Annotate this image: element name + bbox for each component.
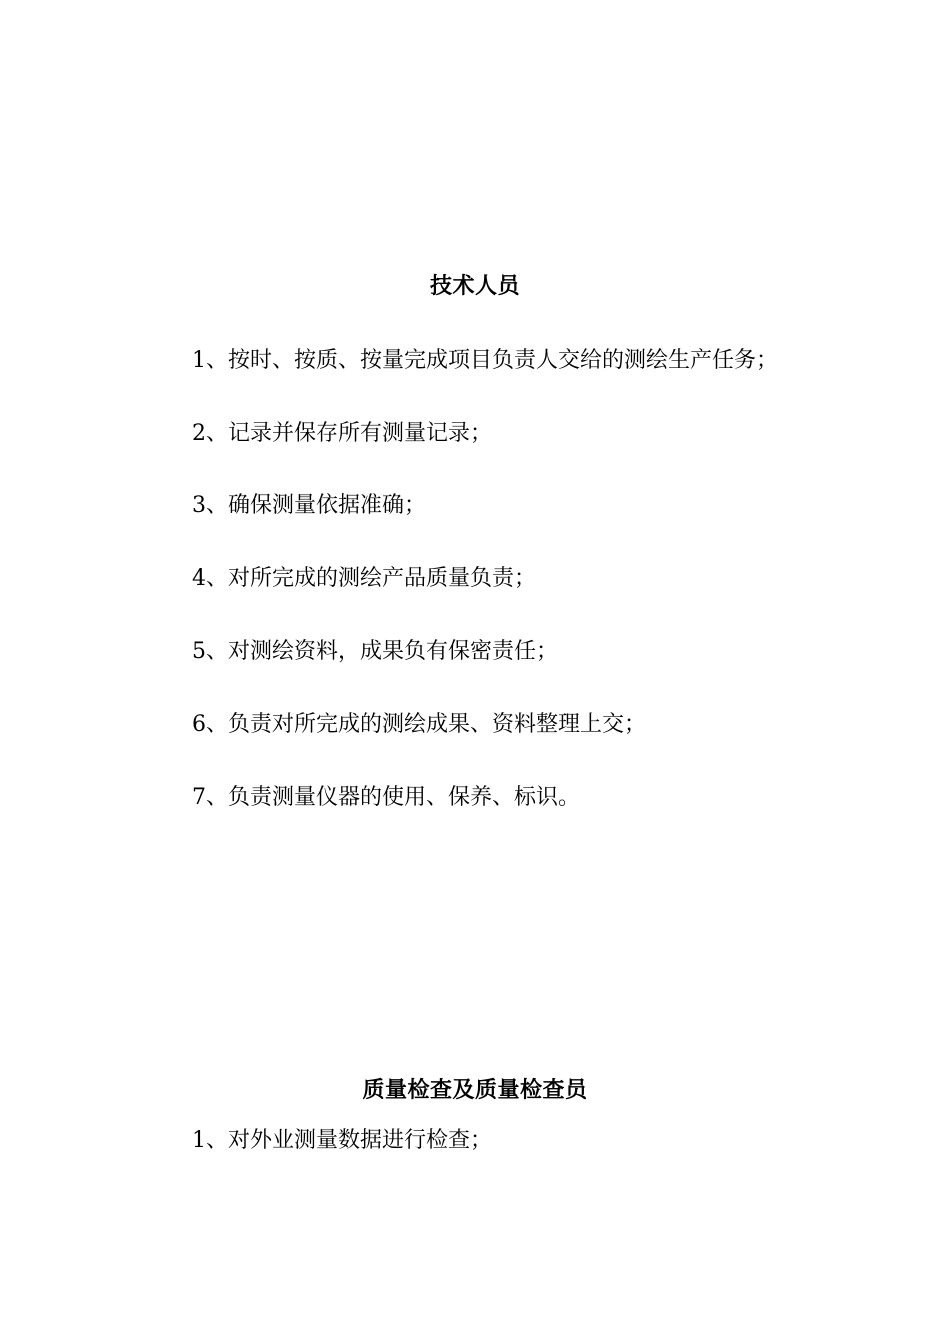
section-heading-technical-staff: 技术人员 xyxy=(429,273,520,299)
section-heading-quality-inspection: 质量检查及质量检查员 xyxy=(362,1077,588,1103)
duty-item-2: 2、记录并保存所有测量记录； xyxy=(192,421,492,446)
duty-item-5: 5、对测绘资料，成果负有保密责任； xyxy=(192,639,558,664)
duty-item-3: 3、确保测量依据准确； xyxy=(192,493,426,518)
duty-item-6: 6、负责对所完成的测绘成果、资料整理上交； xyxy=(192,712,646,737)
duty-item-4: 4、对所完成的测绘产品质量负责； xyxy=(192,566,536,591)
duty-item-1: 1、按时、按质、按量完成项目负责人交给的测绘生产任务； xyxy=(192,348,778,373)
inspection-item-1: 1、对外业测量数据进行检查； xyxy=(192,1128,492,1153)
duty-item-7: 7、负责测量仪器的使用、保养、标识。 xyxy=(192,785,580,810)
